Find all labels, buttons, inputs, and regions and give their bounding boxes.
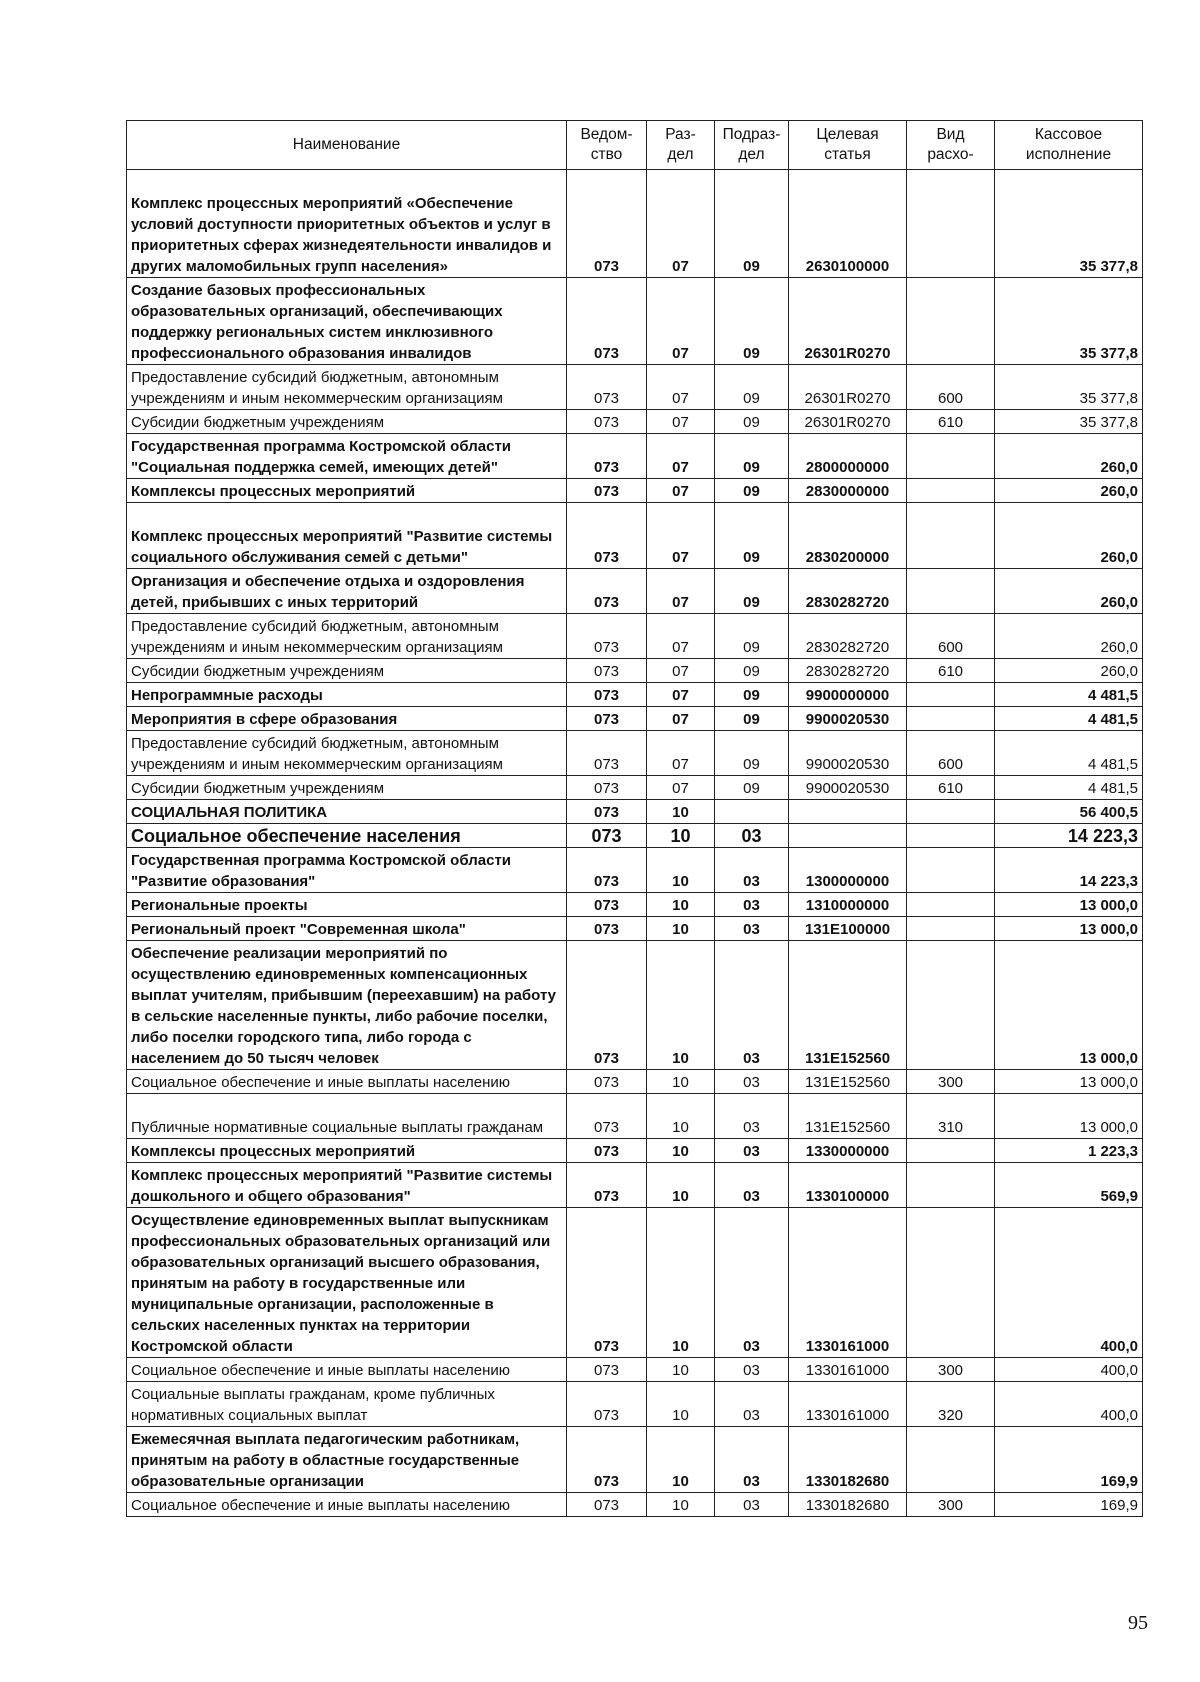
cell-name: Социальные выплаты гражданам, кроме публичных нормативных социальных выплат <box>127 1382 567 1427</box>
cell-section: 07 <box>647 707 715 731</box>
cell-type <box>907 1427 995 1493</box>
cell-target: 1310000000 <box>789 893 907 917</box>
header-target: Целевая статья <box>789 121 907 170</box>
table-row <box>127 1427 1143 1493</box>
cell-subsection: 09 <box>715 170 789 278</box>
cell-type <box>907 170 995 278</box>
cell-dept: 073 <box>567 479 647 503</box>
table-row <box>127 1358 1143 1382</box>
cell-target: 26301R0270 <box>789 410 907 434</box>
budget-execution-table <box>126 120 1143 1517</box>
cell-type: 300 <box>907 1358 995 1382</box>
cell-name: Социальное обеспечение населения <box>127 824 567 848</box>
cell-type <box>907 707 995 731</box>
cell-target: 1330161000 <box>789 1208 907 1358</box>
cell-amount: 35 377,8 <box>995 278 1143 365</box>
cell-dept: 073 <box>567 614 647 659</box>
cell-type: 600 <box>907 731 995 776</box>
cell-type <box>907 1163 995 1208</box>
table-row <box>127 683 1143 707</box>
cell-section: 10 <box>647 941 715 1070</box>
cell-dept: 073 <box>567 1094 647 1139</box>
cell-section: 07 <box>647 434 715 479</box>
cell-dept: 073 <box>567 365 647 410</box>
table-row <box>127 707 1143 731</box>
cell-amount: 569,9 <box>995 1163 1143 1208</box>
cell-section: 10 <box>647 1427 715 1493</box>
cell-amount: 35 377,8 <box>995 410 1143 434</box>
cell-subsection: 03 <box>715 1208 789 1358</box>
table-row <box>127 569 1143 614</box>
cell-section: 10 <box>647 1163 715 1208</box>
cell-amount: 14 223,3 <box>995 824 1143 848</box>
cell-type <box>907 434 995 479</box>
cell-subsection: 09 <box>715 434 789 479</box>
cell-amount: 169,9 <box>995 1427 1143 1493</box>
page-number: 95 <box>1128 1612 1148 1634</box>
cell-dept: 073 <box>567 1358 647 1382</box>
cell-type: 300 <box>907 1070 995 1094</box>
cell-dept: 073 <box>567 659 647 683</box>
cell-name: Социальное обеспечение и иные выплаты населению <box>127 1070 567 1094</box>
cell-target: 9900020530 <box>789 776 907 800</box>
cell-dept: 073 <box>567 1382 647 1427</box>
table-row <box>127 278 1143 365</box>
cell-section: 10 <box>647 824 715 848</box>
cell-type <box>907 1208 995 1358</box>
cell-name: Публичные нормативные социальные выплаты гражданам <box>127 1094 567 1139</box>
header-section: Раз- дел <box>647 121 715 170</box>
cell-amount: 13 000,0 <box>995 1094 1143 1139</box>
cell-amount: 260,0 <box>995 569 1143 614</box>
cell-name: Социальное обеспечение и иные выплаты населению <box>127 1358 567 1382</box>
cell-section: 10 <box>647 1358 715 1382</box>
cell-subsection: 09 <box>715 659 789 683</box>
cell-section: 10 <box>647 800 715 824</box>
cell-target: 26301R0270 <box>789 365 907 410</box>
cell-subsection: 09 <box>715 365 789 410</box>
cell-dept: 073 <box>567 707 647 731</box>
cell-subsection: 03 <box>715 824 789 848</box>
table-row <box>127 1382 1143 1427</box>
cell-section: 10 <box>647 1382 715 1427</box>
cell-amount: 13 000,0 <box>995 1070 1143 1094</box>
cell-name: Обеспечение реализации мероприятий по осуществлению единовременных компенсационных выплат учителям, прибывшим (переехавшим) на работу в сельские населенные пункты, либо рабочие поселки, либо поселки городского типа, либо города с населением до 50 тысяч человек <box>127 941 567 1070</box>
cell-section: 10 <box>647 1070 715 1094</box>
cell-subsection: 09 <box>715 503 789 569</box>
cell-section: 10 <box>647 848 715 893</box>
cell-subsection: 09 <box>715 776 789 800</box>
cell-subsection: 03 <box>715 848 789 893</box>
cell-target: 1330161000 <box>789 1358 907 1382</box>
cell-subsection: 03 <box>715 941 789 1070</box>
cell-target: 2830282720 <box>789 659 907 683</box>
header-dept: Ведом- ство <box>567 121 647 170</box>
cell-target: 2830200000 <box>789 503 907 569</box>
cell-type <box>907 683 995 707</box>
cell-target: 1330161000 <box>789 1382 907 1427</box>
table-row <box>127 1094 1143 1139</box>
cell-section: 07 <box>647 614 715 659</box>
cell-name: Создание базовых профессиональных образовательных организаций, обеспечивающих поддержку региональных систем инклюзивного профессионального образования инвалидов <box>127 278 567 365</box>
cell-section: 07 <box>647 170 715 278</box>
cell-type <box>907 848 995 893</box>
cell-section: 10 <box>647 1094 715 1139</box>
cell-name: Предоставление субсидий бюджетным, автономным учреждениям и иным некоммерческим организациям <box>127 614 567 659</box>
cell-amount: 4 481,5 <box>995 731 1143 776</box>
cell-dept: 073 <box>567 1493 647 1517</box>
cell-type: 610 <box>907 410 995 434</box>
cell-name: Предоставление субсидий бюджетным, автономным учреждениям и иным некоммерческим организациям <box>127 731 567 776</box>
table-row <box>127 170 1143 278</box>
cell-target: 1330182680 <box>789 1427 907 1493</box>
cell-name: Комплексы процессных мероприятий <box>127 1139 567 1163</box>
cell-target: 1330100000 <box>789 1163 907 1208</box>
cell-amount: 400,0 <box>995 1208 1143 1358</box>
cell-section: 07 <box>647 503 715 569</box>
cell-name: Комплексы процессных мероприятий <box>127 479 567 503</box>
cell-target: 2830282720 <box>789 614 907 659</box>
cell-target: 131E100000 <box>789 917 907 941</box>
table-row <box>127 893 1143 917</box>
cell-amount: 1 223,3 <box>995 1139 1143 1163</box>
cell-amount: 260,0 <box>995 614 1143 659</box>
cell-amount: 260,0 <box>995 659 1143 683</box>
cell-amount: 260,0 <box>995 479 1143 503</box>
cell-section: 07 <box>647 569 715 614</box>
cell-amount: 14 223,3 <box>995 848 1143 893</box>
cell-name: Комплекс процессных мероприятий «Обеспечение условий доступности приоритетных объектов и услуг в приоритетных сферах жизнедеятельности инвалидов и других маломобильных групп населения» <box>127 170 567 278</box>
cell-type <box>907 503 995 569</box>
cell-type: 600 <box>907 365 995 410</box>
table-row <box>127 410 1143 434</box>
cell-amount: 4 481,5 <box>995 683 1143 707</box>
cell-subsection: 09 <box>715 707 789 731</box>
cell-subsection: 03 <box>715 1163 789 1208</box>
table-row <box>127 917 1143 941</box>
table-row <box>127 1493 1143 1517</box>
cell-dept: 073 <box>567 1163 647 1208</box>
cell-target: 2800000000 <box>789 434 907 479</box>
cell-dept: 073 <box>567 1427 647 1493</box>
cell-amount: 35 377,8 <box>995 170 1143 278</box>
cell-amount: 13 000,0 <box>995 893 1143 917</box>
cell-dept: 073 <box>567 683 647 707</box>
cell-amount: 13 000,0 <box>995 941 1143 1070</box>
header-name: Наименование <box>127 121 567 170</box>
cell-section: 07 <box>647 776 715 800</box>
table-row <box>127 1163 1143 1208</box>
cell-subsection: 09 <box>715 410 789 434</box>
cell-section: 07 <box>647 278 715 365</box>
cell-type <box>907 824 995 848</box>
cell-amount: 169,9 <box>995 1493 1143 1517</box>
cell-amount: 400,0 <box>995 1358 1143 1382</box>
cell-dept: 073 <box>567 941 647 1070</box>
cell-dept: 073 <box>567 1070 647 1094</box>
cell-amount: 4 481,5 <box>995 776 1143 800</box>
cell-name: Непрограммные расходы <box>127 683 567 707</box>
cell-target <box>789 824 907 848</box>
cell-dept: 073 <box>567 1208 647 1358</box>
cell-name: Социальное обеспечение и иные выплаты населению <box>127 1493 567 1517</box>
table-row <box>127 614 1143 659</box>
cell-type: 610 <box>907 776 995 800</box>
cell-type <box>907 800 995 824</box>
cell-dept: 073 <box>567 776 647 800</box>
cell-name: Государственная программа Костромской области "Развитие образования" <box>127 848 567 893</box>
cell-target: 26301R0270 <box>789 278 907 365</box>
cell-subsection: 03 <box>715 1358 789 1382</box>
cell-subsection: 03 <box>715 1094 789 1139</box>
cell-dept: 073 <box>567 917 647 941</box>
cell-subsection: 03 <box>715 917 789 941</box>
cell-amount: 13 000,0 <box>995 917 1143 941</box>
cell-section: 07 <box>647 731 715 776</box>
header-row <box>127 121 1143 170</box>
cell-target: 131E152560 <box>789 1070 907 1094</box>
cell-dept: 073 <box>567 503 647 569</box>
cell-target <box>789 800 907 824</box>
cell-subsection <box>715 800 789 824</box>
table-row <box>127 800 1143 824</box>
cell-amount: 4 481,5 <box>995 707 1143 731</box>
table-row <box>127 824 1143 848</box>
cell-section: 10 <box>647 1493 715 1517</box>
cell-dept: 073 <box>567 824 647 848</box>
cell-target: 9900020530 <box>789 731 907 776</box>
table-row <box>127 479 1143 503</box>
cell-subsection: 09 <box>715 683 789 707</box>
header-type: Вид расхо- <box>907 121 995 170</box>
cell-section: 07 <box>647 479 715 503</box>
cell-name: Региональный проект "Современная школа" <box>127 917 567 941</box>
cell-name: Предоставление субсидий бюджетным, автономным учреждениям и иным некоммерческим организациям <box>127 365 567 410</box>
cell-type: 300 <box>907 1493 995 1517</box>
table-body <box>127 170 1143 1517</box>
cell-section: 10 <box>647 893 715 917</box>
cell-target: 2630100000 <box>789 170 907 278</box>
cell-target: 9900000000 <box>789 683 907 707</box>
cell-name: Государственная программа Костромской области "Социальная поддержка семей, имеющих детей" <box>127 434 567 479</box>
cell-name: Мероприятия в сфере образования <box>127 707 567 731</box>
table-row <box>127 848 1143 893</box>
header-subsection: Подраз- дел <box>715 121 789 170</box>
table-row <box>127 1139 1143 1163</box>
cell-subsection: 03 <box>715 1070 789 1094</box>
cell-section: 10 <box>647 1139 715 1163</box>
cell-type <box>907 479 995 503</box>
cell-section: 10 <box>647 917 715 941</box>
cell-dept: 073 <box>567 434 647 479</box>
table-row <box>127 1070 1143 1094</box>
cell-amount: 260,0 <box>995 503 1143 569</box>
cell-dept: 073 <box>567 893 647 917</box>
cell-name: Осуществление единовременных выплат выпускникам профессиональных образовательных организаций или образовательных организаций высшего образования, принятым на работу в государственные или муниципальные организации, расположенные в сельских населенных пунктах на территории Костромской области <box>127 1208 567 1358</box>
table-row <box>127 365 1143 410</box>
cell-type: 310 <box>907 1094 995 1139</box>
cell-type <box>907 1139 995 1163</box>
cell-type: 600 <box>907 614 995 659</box>
table-row <box>127 731 1143 776</box>
cell-target: 9900020530 <box>789 707 907 731</box>
cell-target: 131E152560 <box>789 1094 907 1139</box>
cell-subsection: 09 <box>715 278 789 365</box>
cell-type <box>907 569 995 614</box>
table-row <box>127 941 1143 1070</box>
cell-subsection: 09 <box>715 569 789 614</box>
cell-subsection: 03 <box>715 1427 789 1493</box>
table-row <box>127 503 1143 569</box>
cell-name: Ежемесячная выплата педагогическим работникам, принятым на работу в областные государственные образовательные организации <box>127 1427 567 1493</box>
cell-name: Субсидии бюджетным учреждениям <box>127 776 567 800</box>
cell-type <box>907 893 995 917</box>
header-execution: Кассовое исполнение <box>995 121 1143 170</box>
cell-section: 07 <box>647 365 715 410</box>
cell-type: 320 <box>907 1382 995 1427</box>
cell-dept: 073 <box>567 731 647 776</box>
cell-name: Региональные проекты <box>127 893 567 917</box>
cell-section: 07 <box>647 410 715 434</box>
cell-target: 1330182680 <box>789 1493 907 1517</box>
cell-target: 131E152560 <box>789 941 907 1070</box>
cell-type <box>907 278 995 365</box>
cell-target: 2830000000 <box>789 479 907 503</box>
cell-dept: 073 <box>567 278 647 365</box>
cell-section: 10 <box>647 1208 715 1358</box>
cell-target: 2830282720 <box>789 569 907 614</box>
cell-dept: 073 <box>567 410 647 434</box>
cell-dept: 073 <box>567 1139 647 1163</box>
cell-name: Комплекс процессных мероприятий "Развитие системы социального обслуживания семей с детьми" <box>127 503 567 569</box>
cell-amount: 260,0 <box>995 434 1143 479</box>
cell-subsection: 09 <box>715 614 789 659</box>
cell-subsection: 03 <box>715 1382 789 1427</box>
cell-dept: 073 <box>567 170 647 278</box>
cell-subsection: 03 <box>715 1493 789 1517</box>
table-row <box>127 659 1143 683</box>
table-row <box>127 434 1143 479</box>
cell-target: 1330000000 <box>789 1139 907 1163</box>
cell-name: Организация и обеспечение отдыха и оздоровления детей, прибывших с иных территорий <box>127 569 567 614</box>
table-row <box>127 1208 1143 1358</box>
cell-target: 1300000000 <box>789 848 907 893</box>
cell-dept: 073 <box>567 569 647 614</box>
cell-amount: 56 400,5 <box>995 800 1143 824</box>
cell-subsection: 09 <box>715 731 789 776</box>
cell-name: Субсидии бюджетным учреждениям <box>127 659 567 683</box>
cell-subsection: 03 <box>715 1139 789 1163</box>
cell-amount: 35 377,8 <box>995 365 1143 410</box>
cell-type: 610 <box>907 659 995 683</box>
cell-name: СОЦИАЛЬНАЯ ПОЛИТИКА <box>127 800 567 824</box>
cell-subsection: 09 <box>715 479 789 503</box>
cell-type <box>907 941 995 1070</box>
cell-name: Комплекс процессных мероприятий "Развитие системы дошкольного и общего образования" <box>127 1163 567 1208</box>
cell-dept: 073 <box>567 800 647 824</box>
cell-subsection: 03 <box>715 893 789 917</box>
table-row <box>127 776 1143 800</box>
cell-dept: 073 <box>567 848 647 893</box>
cell-section: 07 <box>647 683 715 707</box>
cell-section: 07 <box>647 659 715 683</box>
cell-name: Субсидии бюджетным учреждениям <box>127 410 567 434</box>
cell-type <box>907 917 995 941</box>
cell-amount: 400,0 <box>995 1382 1143 1427</box>
